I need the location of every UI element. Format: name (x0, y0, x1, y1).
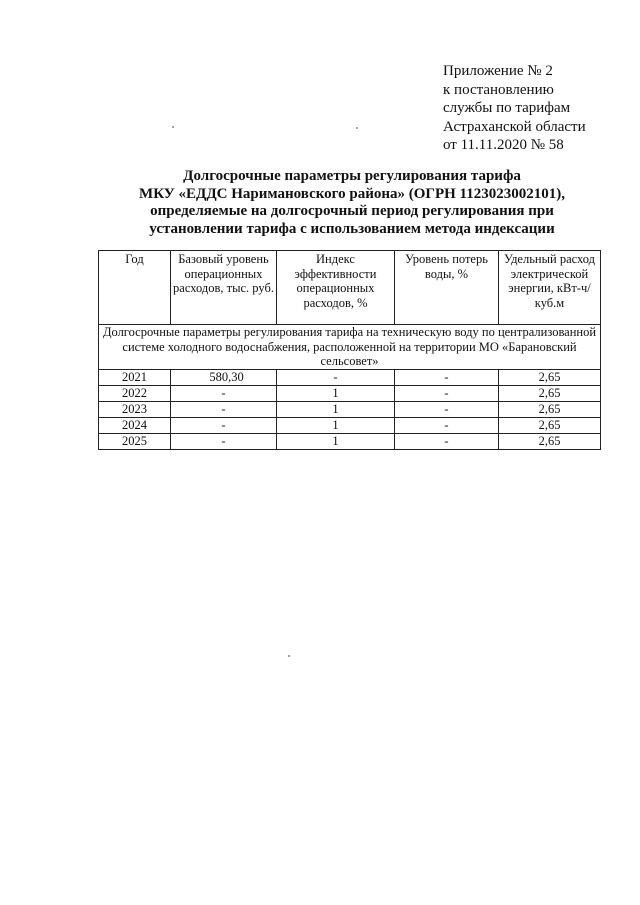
cell-year: 2022 (99, 385, 171, 401)
appendix-line: Астраханской области (443, 118, 586, 135)
cell-base-expenses: - (171, 401, 277, 417)
header-efficiency-index: Индекс эффективности операционных расходов, % (277, 251, 395, 325)
header-energy-consumption: Удельный расход электрической энергии, кВт-ч/куб.м (499, 251, 601, 325)
header-water-loss: Уровень потерь воды, % (395, 251, 499, 325)
scan-speck (172, 126, 174, 128)
cell-water-loss: - (395, 401, 499, 417)
cell-efficiency-index: 1 (277, 401, 395, 417)
appendix-line: от 11.11.2020 № 58 (443, 137, 564, 153)
cell-year: 2024 (99, 417, 171, 433)
appendix-line: Приложение № 2 (443, 63, 553, 79)
table-header-row (99, 251, 601, 325)
parameters-table (98, 250, 601, 450)
cell-water-loss: - (395, 433, 499, 449)
cell-water-loss: - (395, 369, 499, 385)
header-year: Год (99, 251, 171, 325)
scan-speck (288, 655, 290, 657)
cell-energy-consumption: 2,65 (499, 369, 601, 385)
cell-base-expenses: - (171, 433, 277, 449)
document-title (120, 168, 584, 238)
cell-base-expenses: - (171, 417, 277, 433)
cell-efficiency-index: 1 (277, 385, 395, 401)
cell-base-expenses: - (171, 385, 277, 401)
appendix-block (443, 62, 633, 155)
scan-speck (356, 127, 358, 129)
table-row (99, 369, 601, 385)
cell-year: 2025 (99, 433, 171, 449)
title-line: Долгосрочные параметры регулирования тарифа (183, 168, 521, 184)
section-row (99, 325, 601, 370)
table-row (99, 385, 601, 401)
cell-efficiency-index: 1 (277, 417, 395, 433)
cell-energy-consumption: 2,65 (499, 401, 601, 417)
cell-energy-consumption: 2,65 (499, 417, 601, 433)
table-row (99, 401, 601, 417)
cell-efficiency-index: 1 (277, 433, 395, 449)
cell-year: 2023 (99, 401, 171, 417)
cell-efficiency-index: - (277, 369, 395, 385)
cell-water-loss: - (395, 417, 499, 433)
cell-energy-consumption: 2,65 (499, 433, 601, 449)
cell-year: 2021 (99, 369, 171, 385)
table-row (99, 433, 601, 449)
appendix-line: к постановлению (443, 81, 554, 98)
cell-water-loss: - (395, 385, 499, 401)
appendix-line: службы по тарифам (443, 100, 571, 116)
cell-energy-consumption: 2,65 (499, 385, 601, 401)
header-base-expenses: Базовый уровень операционных расходов, тыс. руб. (171, 251, 277, 325)
cell-base-expenses: 580,30 (171, 369, 277, 385)
table-row (99, 417, 601, 433)
title-line: определяемые на долгосрочный период регулирования при (150, 203, 554, 219)
title-line: установлении тарифа с использованием метода индексации (149, 220, 555, 237)
title-line: МКУ «ЕДДС Наримановского района» (ОГРН 1123023002101), (139, 185, 565, 202)
section-title: Долгосрочные параметры регулирования тарифа на техническую воду по централизованной системе холодного водоснабжения, расположенной на территории МО «Барановский сельсовет» (99, 325, 601, 370)
